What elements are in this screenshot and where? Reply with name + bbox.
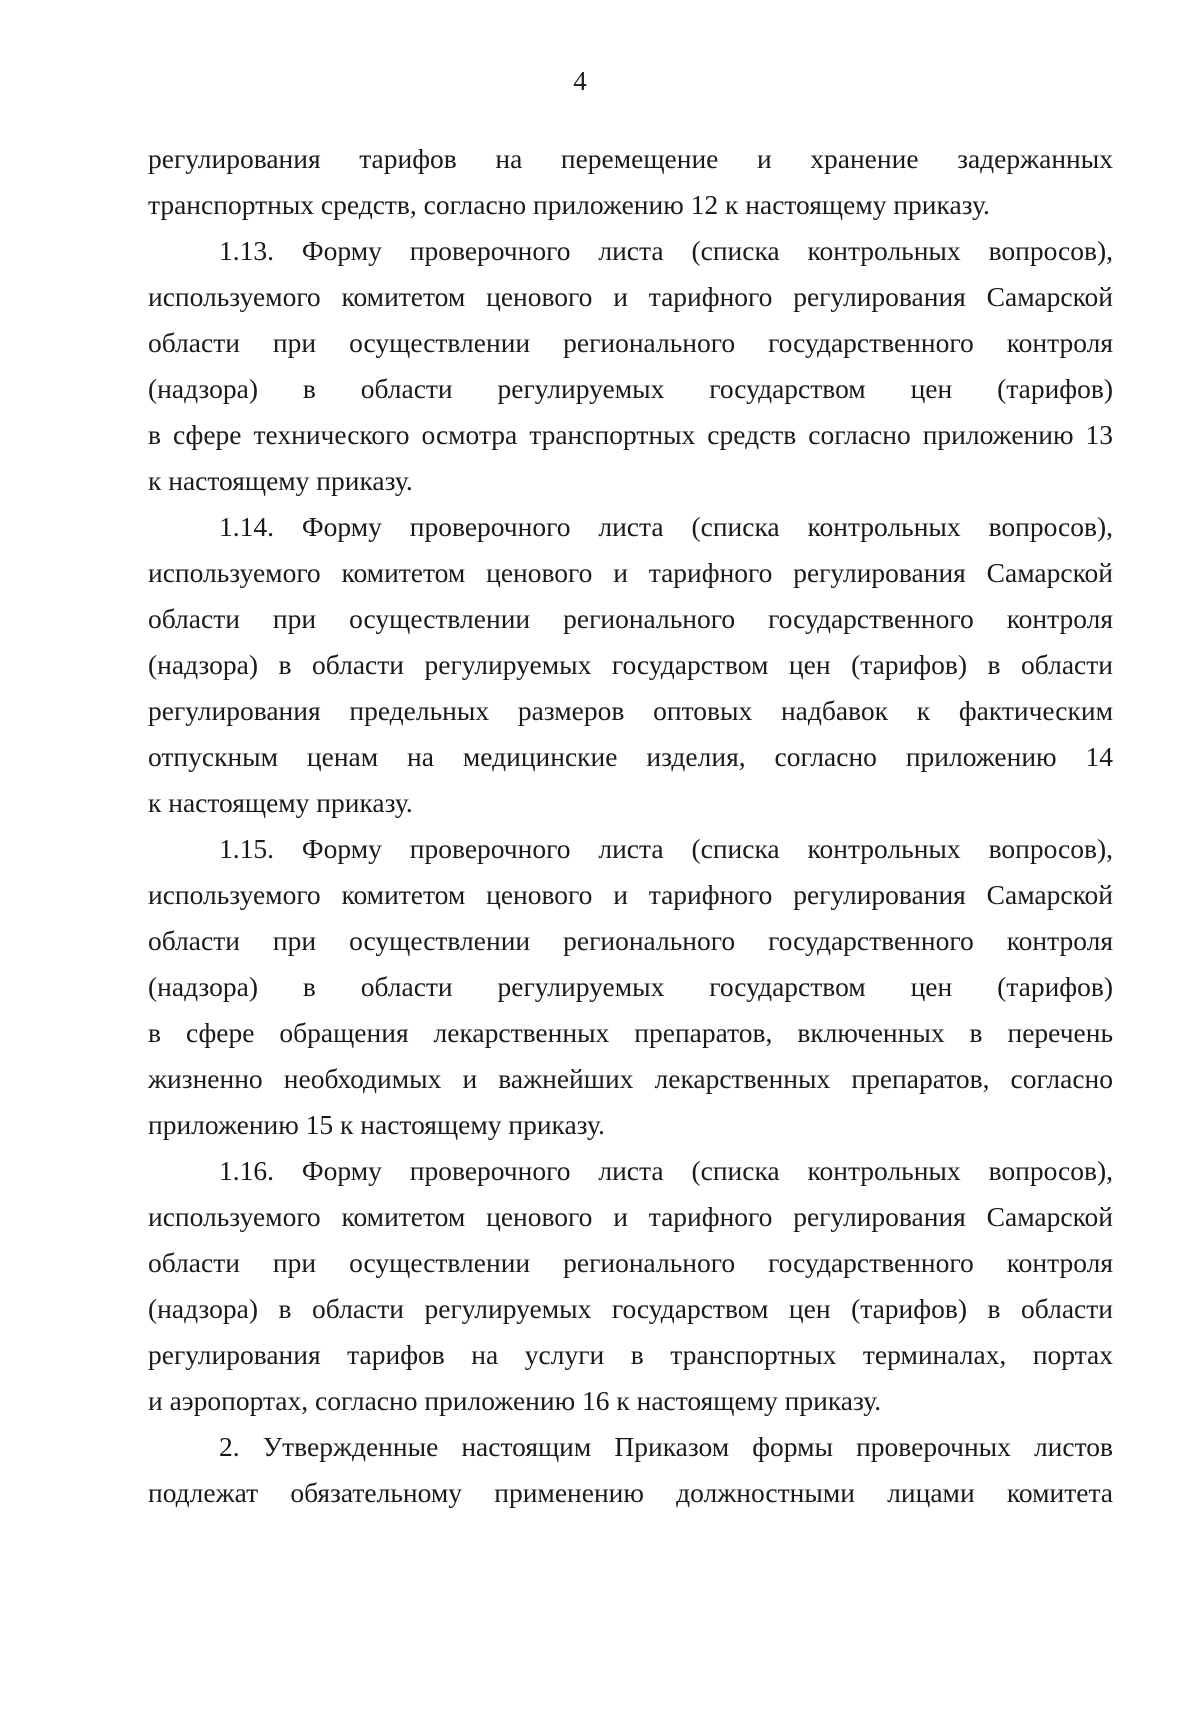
text-line: используемого комитетом ценового и тарифного регулирования Самарской [148,1201,1113,1232]
text-line: (надзора) в области регулируемых государством цен (тарифов) [148,971,1113,1002]
text-line: (надзора) в области регулируемых государством цен (тарифов) в области [148,1293,1113,1324]
text-line: к настоящему приказу. [148,787,413,818]
text-line: приложению 15 к настоящему приказу. [148,1109,605,1140]
paragraph-2 [148,1424,1113,1516]
text-line: регулирования тарифов на услуги в транспортных терминалах, портах [148,1339,1113,1370]
document-body [148,136,1113,1516]
paragraph-1-13 [148,228,1113,504]
text-line: в сфере технического осмотра транспортных средств согласно приложению 13 [148,419,1113,450]
text-line: отпускным ценам на медицинские изделия, согласно приложению 14 [148,741,1113,772]
text-line: области при осуществлении регионального государственного контроля [148,603,1113,634]
text-line: 2. Утвержденные настоящим Приказом формы проверочных листов [219,1431,1113,1462]
text-line: 1.13. Форму проверочного листа (списка контрольных вопросов), [219,235,1113,266]
text-line: области при осуществлении регионального государственного контроля [148,1247,1113,1278]
page-number: 4 [573,66,587,96]
text-line: регулирования тарифов на перемещение и хранение задержанных [148,143,1113,174]
text-line: используемого комитетом ценового и тарифного регулирования Самарской [148,281,1113,312]
text-line: транспортных средств, согласно приложению 12 к настоящему приказу. [148,189,990,220]
paragraph-1-14 [148,504,1113,826]
paragraph-1-16 [148,1148,1113,1424]
paragraph-1-15 [148,826,1113,1148]
text-line: области при осуществлении регионального государственного контроля [148,327,1113,358]
text-line: и аэропортах, согласно приложению 16 к настоящему приказу. [148,1385,882,1416]
text-line: 1.14. Форму проверочного листа (списка контрольных вопросов), [219,511,1113,542]
text-line: жизненно необходимых и важнейших лекарственных препаратов, согласно [148,1063,1113,1094]
text-line: 1.15. Форму проверочного листа (списка контрольных вопросов), [219,833,1113,864]
text-line: в сфере обращения лекарственных препаратов, включенных в перечень [148,1017,1113,1048]
text-line: регулирования предельных размеров оптовых надбавок к фактическим [148,695,1113,726]
text-line: (надзора) в области регулируемых государством цен (тарифов) [148,373,1113,404]
text-line: к настоящему приказу. [148,465,413,496]
text-line: области при осуществлении регионального государственного контроля [148,925,1113,956]
paragraph-continuation [148,136,1113,228]
text-line: используемого комитетом ценового и тарифного регулирования Самарской [148,879,1113,910]
text-line: 1.16. Форму проверочного листа (списка контрольных вопросов), [219,1155,1113,1186]
text-line: подлежат обязательному применению должностными лицами комитета [148,1477,1113,1508]
text-line: (надзора) в области регулируемых государством цен (тарифов) в области [148,649,1113,680]
text-line: используемого комитетом ценового и тарифного регулирования Самарской [148,557,1113,588]
